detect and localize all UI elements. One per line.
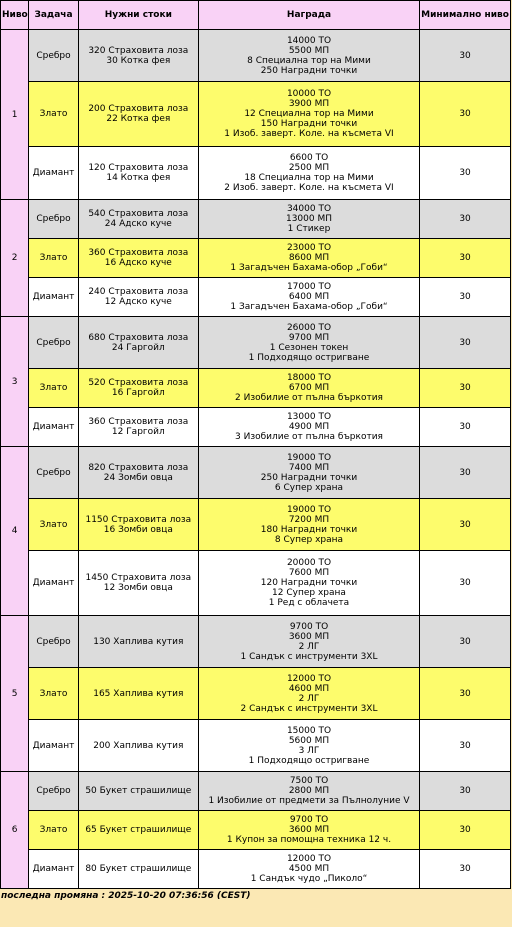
min-level-cell: 30	[420, 499, 510, 550]
reward-cell	[199, 720, 419, 771]
goods-line: 16 Гаргойл	[111, 388, 165, 398]
reward-line: 8 Специална тор на Мими	[247, 55, 371, 66]
task-cell: Диамант	[29, 551, 77, 615]
goods-cell	[79, 551, 198, 615]
goods-line: 24 Гаргойл	[111, 342, 165, 353]
min-level-cell: 30	[420, 82, 510, 146]
reward-line: 19000 ТО	[286, 452, 332, 463]
goods-line: 12 Гаргойл	[111, 427, 165, 437]
reward-line: 4900 МП	[288, 422, 330, 432]
header-reward: Награда	[199, 1, 419, 29]
min-level-cell: 30	[420, 239, 510, 277]
reward-line: 5600 МП	[288, 735, 330, 746]
reward-line: 17000 ТО	[286, 282, 332, 292]
header-level: Ниво	[1, 1, 28, 29]
goods-cell	[79, 616, 198, 667]
goods-line: 200 Страховита лоза	[88, 104, 189, 114]
task-cell: Диамант	[29, 720, 77, 771]
table-row	[1, 369, 510, 407]
header-row	[1, 1, 510, 29]
header-goods: Нужни стоки	[79, 1, 198, 29]
task-cell: Злато	[29, 499, 77, 550]
task-cell: Сребро	[29, 772, 77, 810]
reward-cell	[199, 551, 419, 615]
reward-cell	[199, 82, 419, 146]
reward-line: 9700 МП	[288, 332, 330, 343]
goods-line: 360 Страховита лоза	[88, 248, 189, 258]
task-cell: Сребро	[29, 447, 77, 498]
goods-line: 680 Страховита лоза	[88, 332, 189, 343]
last-modified: последна промяна : 2025-10-20 07:36:56 (CEST)	[1, 891, 251, 901]
reward-line: 20000 ТО	[286, 558, 332, 568]
task-cell: Злато	[29, 82, 77, 146]
goods-line: 12 Зомби овца	[103, 583, 173, 593]
min-level-cell: 30	[420, 616, 510, 667]
min-level-cell: 30	[420, 278, 510, 316]
reward-cell	[199, 499, 419, 550]
table-row	[1, 82, 510, 146]
reward-line: 12 Специална тор на Мими	[244, 109, 374, 119]
table-row	[1, 447, 510, 498]
goods-line: 165 Хаплива кутия	[93, 688, 184, 699]
table-row	[1, 720, 510, 771]
reward-line: 1 Купон за помощна техника 12 ч.	[226, 835, 392, 845]
goods-line: 360 Страховита лоза	[88, 417, 189, 427]
goods-cell	[79, 720, 198, 771]
min-level-cell: 30	[420, 447, 510, 498]
goods-cell	[79, 369, 198, 407]
min-level-cell: 30	[420, 147, 510, 199]
reward-line: 18000 ТО	[286, 373, 332, 383]
reward-cell	[199, 30, 419, 81]
reward-cell	[199, 369, 419, 407]
goods-cell	[79, 499, 198, 550]
level-cell: 2	[1, 200, 28, 316]
table-row	[1, 147, 510, 199]
reward-line: 12000 ТО	[286, 854, 332, 864]
task-cell: Диамант	[29, 278, 77, 316]
task-cell: Диамант	[29, 147, 77, 199]
min-level-cell: 30	[420, 551, 510, 615]
min-level-cell: 30	[420, 720, 510, 771]
reward-line: 2 ЛГ	[298, 641, 320, 652]
reward-cell	[199, 278, 419, 316]
table-row	[1, 772, 510, 810]
table-row	[1, 239, 510, 277]
reward-line: 12 Супер храна	[272, 588, 346, 598]
task-cell: Злато	[29, 369, 77, 407]
reward-cell	[199, 147, 419, 199]
goods-line: 540 Страховита лоза	[88, 209, 189, 219]
reward-line: 9700 ТО	[289, 621, 329, 632]
table-row	[1, 668, 510, 719]
goods-cell	[79, 317, 198, 368]
level-cell: 6	[1, 772, 28, 888]
reward-line: 6 Супер храна	[274, 482, 344, 493]
reward-line: 26000 ТО	[286, 322, 332, 333]
min-level-cell: 30	[420, 408, 510, 446]
table-row	[1, 499, 510, 550]
table-row	[1, 551, 510, 615]
reward-line: 19000 ТО	[286, 504, 332, 515]
reward-cell	[199, 239, 419, 277]
reward-line: 14000 ТО	[286, 35, 332, 46]
reward-line: 5500 МП	[288, 45, 330, 56]
reward-line: 13000 ТО	[286, 412, 332, 422]
min-level-cell: 30	[420, 30, 510, 81]
goods-line: 1450 Страховита лоза	[85, 573, 192, 583]
reward-line: 6600 ТО	[289, 153, 329, 163]
reward-line: 34000 ТО	[286, 204, 332, 214]
goods-line: 320 Страховита лоза	[88, 45, 189, 56]
min-level-cell: 30	[420, 317, 510, 368]
reward-line: 120 Наградни точки	[260, 578, 358, 588]
level-cell: 4	[1, 447, 28, 615]
table-row	[1, 408, 510, 446]
reward-line: 7500 ТО	[289, 776, 329, 786]
reward-line: 1 Сандък чудо „Пиколо“	[250, 874, 368, 884]
level-cell: 1	[1, 30, 28, 199]
reward-line: 250 Наградни точки	[260, 472, 358, 483]
goods-line: 16 Зомби овца	[103, 524, 173, 535]
reward-line: 3900 МП	[288, 99, 330, 109]
goods-cell	[79, 408, 198, 446]
reward-line: 13000 МП	[285, 214, 332, 224]
table-row	[1, 317, 510, 368]
goods-line: 12 Адско куче	[104, 297, 172, 307]
reward-line: 10000 ТО	[286, 89, 332, 99]
goods-line: 130 Хаплива кутия	[93, 636, 184, 647]
min-level-cell: 30	[420, 668, 510, 719]
reward-cell	[199, 200, 419, 238]
table-row	[1, 200, 510, 238]
goods-line: 14 Котка фея	[106, 173, 171, 183]
goods-cell	[79, 200, 198, 238]
goods-cell	[79, 447, 198, 498]
table-row	[1, 811, 510, 849]
level-cell: 3	[1, 317, 28, 446]
reward-line: 12000 ТО	[286, 673, 332, 684]
reward-line: 7600 МП	[288, 568, 330, 578]
goods-line: 520 Страховита лоза	[88, 378, 189, 388]
task-cell: Сребро	[29, 317, 77, 368]
reward-line: 7400 МП	[288, 462, 330, 473]
reward-cell	[199, 616, 419, 667]
goods-line: 820 Страховита лоза	[88, 462, 189, 473]
header-task: Задача	[29, 1, 77, 29]
reward-line: 23000 ТО	[286, 243, 332, 253]
goods-cell	[79, 278, 198, 316]
goods-cell	[79, 850, 198, 888]
reward-line: 9700 ТО	[289, 815, 329, 825]
reward-line: 7200 МП	[288, 514, 330, 525]
reward-cell	[199, 408, 419, 446]
reward-cell	[199, 668, 419, 719]
reward-line: 1 Загадъчен Бахама-обор „Гоби“	[230, 263, 388, 273]
reward-line: 1 Сандък с инструменти 3XL	[240, 651, 378, 662]
reward-line: 6400 МП	[288, 292, 330, 302]
goods-cell	[79, 772, 198, 810]
reward-line: 6700 МП	[288, 383, 330, 393]
task-cell: Сребро	[29, 616, 77, 667]
reward-line: 4500 МП	[288, 864, 330, 874]
goods-line: 1150 Страховита лоза	[85, 514, 192, 525]
goods-line: 50 Букет страшилище	[85, 786, 192, 796]
goods-line: 24 Зомби овца	[103, 472, 173, 483]
reward-line: 4600 МП	[288, 683, 330, 694]
reward-line: 2 ЛГ	[298, 693, 320, 704]
reward-line: 2500 МП	[288, 163, 330, 173]
reward-line: 2800 МП	[288, 786, 330, 796]
goods-line: 16 Адско куче	[104, 258, 172, 268]
reward-line: 18 Специална тор на Мими	[244, 173, 374, 183]
task-cell: Диамант	[29, 408, 77, 446]
level-cell: 5	[1, 616, 28, 771]
reward-cell	[199, 317, 419, 368]
reward-line: 3 ЛГ	[298, 745, 320, 756]
reward-line: 8600 МП	[288, 253, 330, 263]
min-level-cell: 30	[420, 200, 510, 238]
goods-cell	[79, 668, 198, 719]
table-body	[1, 30, 510, 888]
min-level-cell: 30	[420, 772, 510, 810]
goods-line: 22 Котка фея	[106, 114, 171, 124]
goods-cell	[79, 30, 198, 81]
reward-line: 1 Ред с облачета	[268, 598, 350, 608]
table-row	[1, 850, 510, 888]
reward-cell	[199, 772, 419, 810]
table-row	[1, 278, 510, 316]
task-cell: Злато	[29, 668, 77, 719]
min-level-cell: 30	[420, 369, 510, 407]
reward-line: 1 Загадъчен Бахама-обор „Гоби“	[230, 302, 388, 312]
goods-line: 240 Страховита лоза	[88, 287, 189, 297]
goods-cell	[79, 147, 198, 199]
table-row	[1, 616, 510, 667]
reward-line: 150 Наградни точки	[260, 119, 358, 129]
table-row	[1, 30, 510, 81]
goods-line: 24 Адско куче	[104, 219, 172, 229]
reward-line: 3 Изобилие от пълна бъркотия	[235, 432, 383, 442]
reward-line: 1 Изобилие от предмети за Пълнолуние V	[208, 796, 410, 806]
reward-cell	[199, 447, 419, 498]
task-cell: Злато	[29, 239, 77, 277]
reward-line: 1 Изоб. заверт. Коле. на късмета VI	[224, 129, 394, 139]
task-cell: Сребро	[29, 200, 77, 238]
min-level-cell: 30	[420, 850, 510, 888]
goods-cell	[79, 239, 198, 277]
task-cell: Диамант	[29, 850, 77, 888]
reward-line: 1 Сезонен токен	[269, 342, 349, 353]
goods-line: 30 Котка фея	[106, 55, 171, 66]
reward-line: 1 Подходящо остригване	[248, 352, 370, 363]
goods-line: 80 Букет страшилище	[85, 864, 192, 874]
goods-line: 120 Страховита лоза	[88, 163, 189, 173]
goods-line: 65 Букет страшилище	[85, 825, 192, 835]
task-cell: Злато	[29, 811, 77, 849]
reward-line: 250 Наградни точки	[260, 65, 358, 76]
goods-cell	[79, 82, 198, 146]
reward-line: 3600 МП	[288, 631, 330, 642]
reward-line: 2 Изобилие от пълна бъркотия	[235, 393, 383, 403]
header-min-level: Минимално ниво	[420, 1, 510, 29]
reward-line: 1 Подходящо остригване	[248, 755, 370, 766]
reward-cell	[199, 850, 419, 888]
reward-cell	[199, 811, 419, 849]
reward-line: 8 Супер храна	[274, 534, 344, 545]
reward-line: 2 Изоб. заверт. Коле. на късмета VI	[224, 183, 394, 193]
reward-line: 2 Сандък с инструменти 3XL	[240, 703, 378, 714]
goods-line: 200 Хаплива кутия	[93, 740, 184, 751]
task-cell: Сребро	[29, 30, 77, 81]
goods-cell	[79, 811, 198, 849]
reward-line: 1 Стикер	[287, 224, 331, 234]
reward-line: 180 Наградни точки	[260, 524, 358, 535]
reward-line: 15000 ТО	[286, 725, 332, 736]
reward-line: 3600 МП	[288, 825, 330, 835]
min-level-cell: 30	[420, 811, 510, 849]
